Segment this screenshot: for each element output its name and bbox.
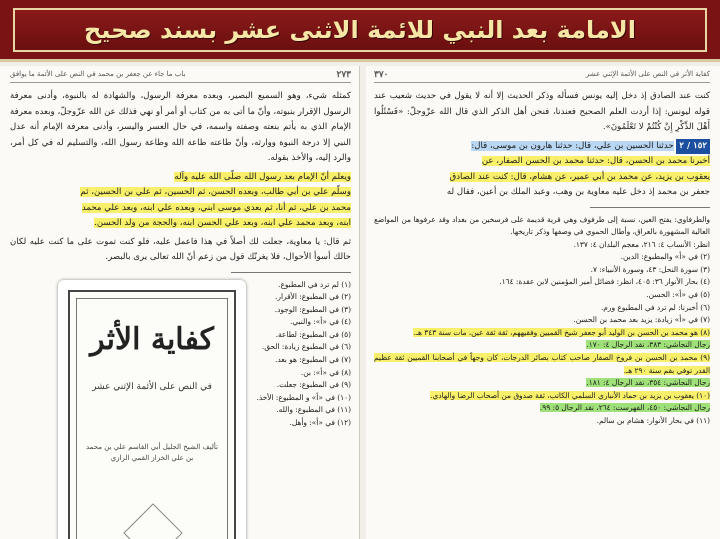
left-para-1: كمثله شيء، وهو السميع البصير، وبعده معرفة الرسول، والشهادة له بالنبوة، وأدنى معرفة الرسول الإقرار بنبوته، وأنّ ما أتى به من كتاب أو أمر أو نهي فذلك عن الله عزّوجلّ، وبعده معرفة الإمام الذي به يأتم بنعته وصفته واسمه، في حال العسر واليسر، وأدنى معرفة الإمام أنه عدل النبي إلا درجة النبوة ووارثه، وأنّ طاعته طاعة الله وطاعة رسول الله، والتسليم له في كل أمر، والرد إليه، والأخذ بقوله. — [10, 91, 351, 163]
right-running-title: كفاية الأثر في النص على الأئمة الإثني عشر — [585, 70, 710, 78]
left-para-2 — [10, 170, 351, 232]
left-footnote: (٥) في المطبوع: لطاعة. — [275, 329, 351, 339]
left-running-head — [10, 70, 351, 83]
left-footnote: (٣) في المطبوع: الوجود. — [274, 304, 351, 314]
left-footnote: (١) لم ترد في المطبوع. — [278, 279, 351, 289]
right-footnote: (٣) سورة النحل: ٤٣، وسورة الأنبياء: ٧. — [590, 264, 710, 274]
left-footnote: (٤) في «أ»: والنبي. — [290, 317, 351, 327]
hadith-number: ١٥٢ / ٢ — [676, 139, 710, 155]
right-footnote: انظر: الأنساب ٤: ٢١٦، معجم البلدان ٤: ١٣٧. — [573, 239, 710, 249]
book-cover-photo — [58, 280, 246, 539]
right-page — [366, 66, 720, 539]
right-line-2c: يعقوب بن يزيد، عن محمد بن أبي عمير، عن هشام، قال: كنت عند الصادق — [449, 171, 710, 182]
left-page — [0, 66, 360, 539]
left-footnote: (٩) في المطبوع: جعلت. — [276, 380, 351, 390]
right-line-2b: أخبرنا محمد بن الحسن، قال: حدثنا محمد بن الحسن الصفار، عن — [481, 156, 710, 166]
right-footnote — [374, 402, 710, 415]
right-line-2d: جعفر بن محمد إذ دخل عليه معاوية بن وهب، وعبد الملك بن أعين، فقال له — [446, 187, 710, 197]
left-footnote: (٢) في المطبوع: الأقرار. — [275, 292, 351, 302]
cover-author: تأليف الشيخ الجليل أبي القاسم علي بن محمد بن علي الخزاز القمي الرازي — [85, 443, 219, 462]
left-line-2c: محمد بن علي، ثم أنا، ثم بعدي موسى ابني، وبعده علي ابنه، وبعد علي محمد — [81, 202, 351, 213]
right-para-2 — [374, 139, 710, 201]
rijal-reference: رجال النجاشي: ٣٥٤، نقد الرجال ٤: ١٨١. — [586, 378, 710, 388]
right-footnote: (٤) بحار الأنوار ٣٦: ٤٠٥، انظر: فضائل أمير المؤمنين لابن عقدة: ١٦٤. — [499, 277, 710, 287]
right-footnote: والطرفاوي: يفتح العين، نسبة إلى طرفوف وهي قرية قديمة على فرسخين من بغداد وقد عرفوها من المواضع العالية المشهورة بالعراق، وأطال الحموي في وصفها وذكر تاريخها. — [374, 214, 710, 237]
right-footnote: (٢) في «أ» والمطبوع: الدين. — [620, 252, 710, 262]
left-running-title: باب ما جاء عن جعفر بن محمد في النص على الأئمة ما يوافق — [10, 70, 186, 78]
right-footnote: (١١) في بحار الأنوار: هشام بن سالم. — [596, 416, 710, 425]
right-footnote: (٥) في «أ»: الحسن. — [646, 290, 710, 300]
right-line-2a: حدثنا الحسين بن علي، قال: حدثنا هارون بن موسى، قال: — [471, 140, 674, 151]
left-page-number: ٢٧٣ — [336, 70, 351, 80]
left-footnote: (١٢) في «أ»: وأهل. — [289, 418, 351, 428]
right-footnote: (٧) في «أ» زيادة: يزيد بعد محمد بن الحسن. — [573, 315, 710, 325]
footnote-separator — [590, 207, 710, 208]
banner — [0, 0, 720, 62]
left-line-2a: ويعلم أنّ الإمام بعد رسول الله صلّى الله عليه وآله — [174, 171, 351, 182]
narrator-note: (٩) محمد بن الحسن بن فروخ الصفار صاحب كتاب بصائر الدرجات، كان وجهاً في أصحابنا القميين ثقة عظيم القدر توفي بقم سنة ٢٩٠ هـ. — [374, 353, 710, 375]
right-footnote: (٦) أخبرنا: لم ترد في المطبوع ورم. — [600, 302, 710, 312]
cover-subtitle: في النص على الأئمة الإثني عشر — [92, 382, 212, 392]
right-footnote — [374, 390, 710, 403]
right-footnote — [374, 339, 710, 352]
right-footnote — [374, 352, 710, 377]
narrator-note: (١٠) يعقوب بن يزيد بن حماد الأنباري السلمي الكاتب، ثقة صدوق من أصحاب الرضا والهادي. — [430, 390, 710, 400]
rijal-reference: رجال النجاشي: ٤٥٠، الفهرست: ٢٦٤، نقد الرجال ٥: ٩٩. — [539, 403, 710, 413]
right-para-1: كنت عند الصادق إذ دخل إليه يونس فسأله وذكر الحديث إلا أنه لا يقول في حديث شعيب عند قوله ليونس: إذا أردت العلم الصحيح فعندنا، فنحن أهل الذكر الذي قال الله عزّوجلّ: «فَسْئَلُوا أَهْلَ الذِّكْرِ إِنْ كُنْتُمْ لا تَعْلَمُونَ». — [374, 91, 710, 132]
left-para-3: ثم قال: يا معاوية، جعلت لك أصلاً في هذا فاعمل عليه، فلو كنت تموت على ما كنت عليه لكان حالك أسوأ الأحوال، فلا يغرنّك قول من زعم أنّ الله تعالى يرى بالبصر. — [10, 236, 351, 262]
left-footnote: (١٠) في «أ» و المطبوع: الأخذ. — [256, 392, 351, 402]
right-running-head — [374, 70, 710, 83]
left-footnote: (٨) في «أ»: بن. — [300, 367, 351, 377]
right-footnote — [374, 327, 710, 340]
narrator-note: (٨) هو محمد بن الحسن بن الوليد أبو جعفر شيخ القميين وفقيههم، ثقة ثقة عين، مات سنة ٣٤٣ هـ. — [413, 327, 710, 337]
left-footnote: (٦) في المطبوع زيادة: الحق. — [261, 342, 351, 352]
left-footnote: (١١) في المطبوع: والله. — [276, 405, 351, 415]
right-footnote — [374, 377, 710, 390]
banner-frame — [13, 8, 707, 52]
footnote-separator — [231, 272, 351, 273]
left-line-2d: ابنه، وبعد محمد علي ابنه، وبعد علي الحسن ابنه، والحجة من ولد الحسن. — [94, 218, 351, 228]
cover-title: كفاية الأثر — [90, 322, 214, 357]
right-page-number: ٣٧٠ — [374, 70, 389, 80]
left-footnote: (٧) في المطبوع: هو بعد. — [274, 355, 351, 365]
rijal-reference: رجال النجاشي: ٣٨٣، نقد الرجال ٤: ١٧٠. — [586, 340, 710, 350]
banner-title: الامامة بعد النبي للائمة الاثنى عشر بسند صحيح — [84, 15, 636, 44]
book-cover — [68, 290, 236, 539]
left-line-2b: وسلّم علي بن أبي طالب، وبعده الحسن، ثم الحسين، ثم علي بن الحسين، ثم — [80, 187, 351, 197]
